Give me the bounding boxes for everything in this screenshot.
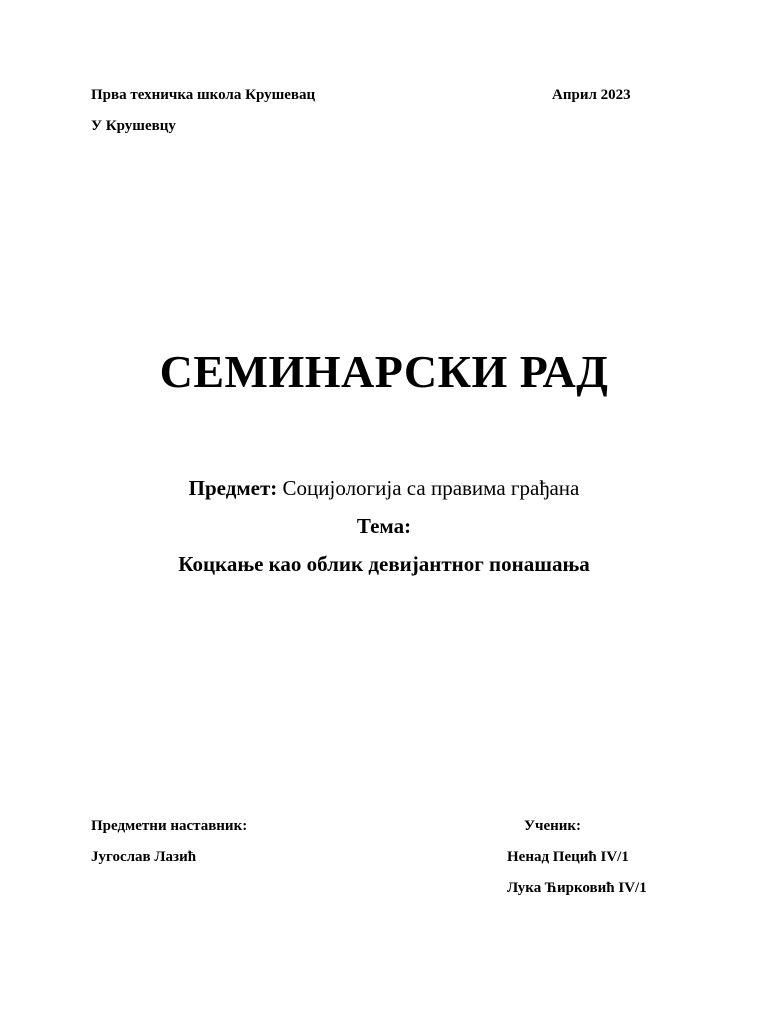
document-date: Април 2023 <box>552 87 631 103</box>
teacher-label: Предметни наставник: <box>91 818 248 834</box>
teacher-name: Југослав Лазић <box>91 849 197 865</box>
theme-label: Тема: <box>356 514 412 538</box>
subject-value: Социјологија са правима грађана <box>282 476 580 500</box>
school-name: Прва техничка школа Крушевац <box>91 87 316 103</box>
document-title: СЕМИНАРСКИ РАД <box>159 346 609 397</box>
student-name: Лука Ћирковић IV/1 <box>507 880 647 896</box>
theme-value: Коцкање као облик девијантног понашања <box>178 552 590 576</box>
student-name: Ненад Пецић IV/1 <box>507 849 629 865</box>
subject-label: Предмет: <box>188 476 278 500</box>
subject-line <box>0 476 768 501</box>
student-label: Ученик: <box>524 818 582 834</box>
city-line: У Крушевцу <box>91 118 176 134</box>
